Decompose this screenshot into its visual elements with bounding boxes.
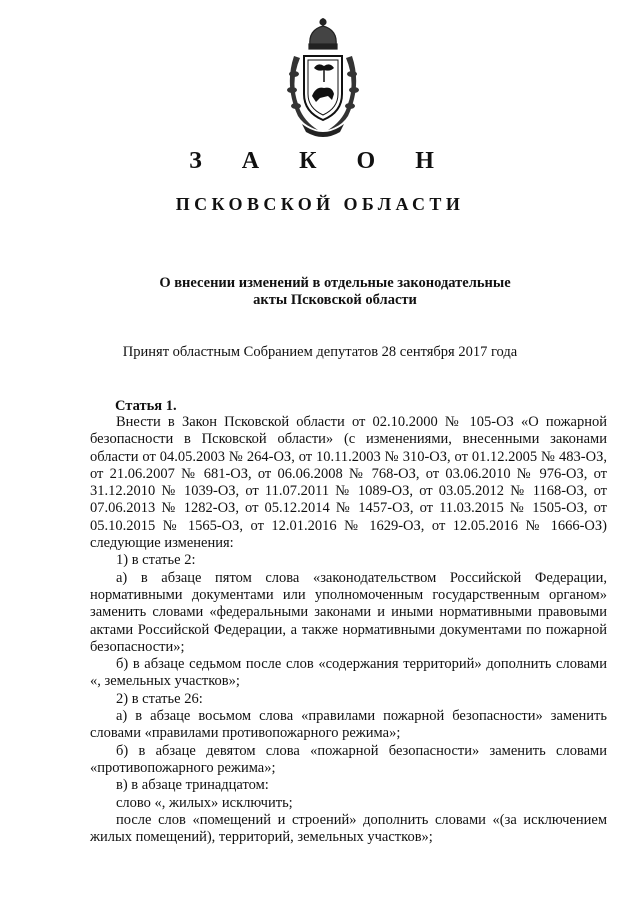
- law-title: З А К О Н: [189, 148, 451, 174]
- paragraph: Внести в Закон Псковской области от 02.10.2000 № 105-ОЗ «О пожарной безопасности в Псковской области» (с изменениями, внесенными законами области от 04.05.2003 № 264-ОЗ, от 10.11.2003 № 310-ОЗ, от 01.12.2005 № 483-ОЗ, от 21.06.2007 № 681-ОЗ, от 06.06.2008 № 768-ОЗ, от 03.06.2010 № 976-ОЗ, от 31.12.2010 № 1039-ОЗ, от 11.07.2011 № 1089-ОЗ, от 03.05.2012 № 1168-ОЗ, от 07.06.2013 № 1282-ОЗ, от 05.12.2014 № 1457-ОЗ, от 11.03.2015 № 1505-ОЗ, от 05.10.2015 № 1565-ОЗ, от 12.01.2016 № 1629-ОЗ, от 12.05.2016 № 1666-ОЗ) следующие изменения:: [90, 414, 607, 552]
- paragraph: 2) в статье 26:: [116, 690, 203, 707]
- paragraph: слово «, жилых» исключить;: [116, 794, 293, 811]
- paragraph: в) в абзаце тринадцатом:: [116, 777, 269, 794]
- law-region: ПСКОВСКОЙ ОБЛАСТИ: [175, 194, 465, 214]
- adoption-statement: Принят областным Собранием депутатов 28 сентября 2017 года: [122, 344, 518, 360]
- paragraph: б) в абзаце седьмом после слов «содержания территорий» дополнить словами «, земельных участков»;: [90, 656, 607, 690]
- paragraph: б) в абзаце девятом слова «пожарной безопасности» заменить словами «противопожарного режима»;: [90, 742, 607, 776]
- law-subject: [120, 275, 550, 309]
- law-subject-line-2: акты Псковской области: [253, 292, 417, 308]
- law-subject-line-1: О внесении изменений в отдельные законодательные: [159, 275, 511, 291]
- coat-of-arms-emblem: [280, 16, 366, 140]
- paragraph: после слов «помещений и строений» дополнить словами «(за исключением жилых помещений), территорий, земельных участков»;: [90, 811, 607, 846]
- article-heading: Статья 1.: [115, 398, 177, 414]
- article-body: [90, 414, 607, 846]
- paragraph: 1) в статье 2:: [116, 552, 196, 569]
- paragraph: а) в абзаце восьмом слова «правилами пожарной безопасности» заменить словами «правилами противопожарного режима»;: [90, 708, 607, 742]
- paragraph: а) в абзаце пятом слова «законодательством Российской Федерации, нормативными документами или уполномоченным государственным органом» заменить словами «федеральными законами и иными нормативными правовыми актами Российской Федерации, а также нормативными документами по пожарной безопасности»;: [90, 569, 607, 655]
